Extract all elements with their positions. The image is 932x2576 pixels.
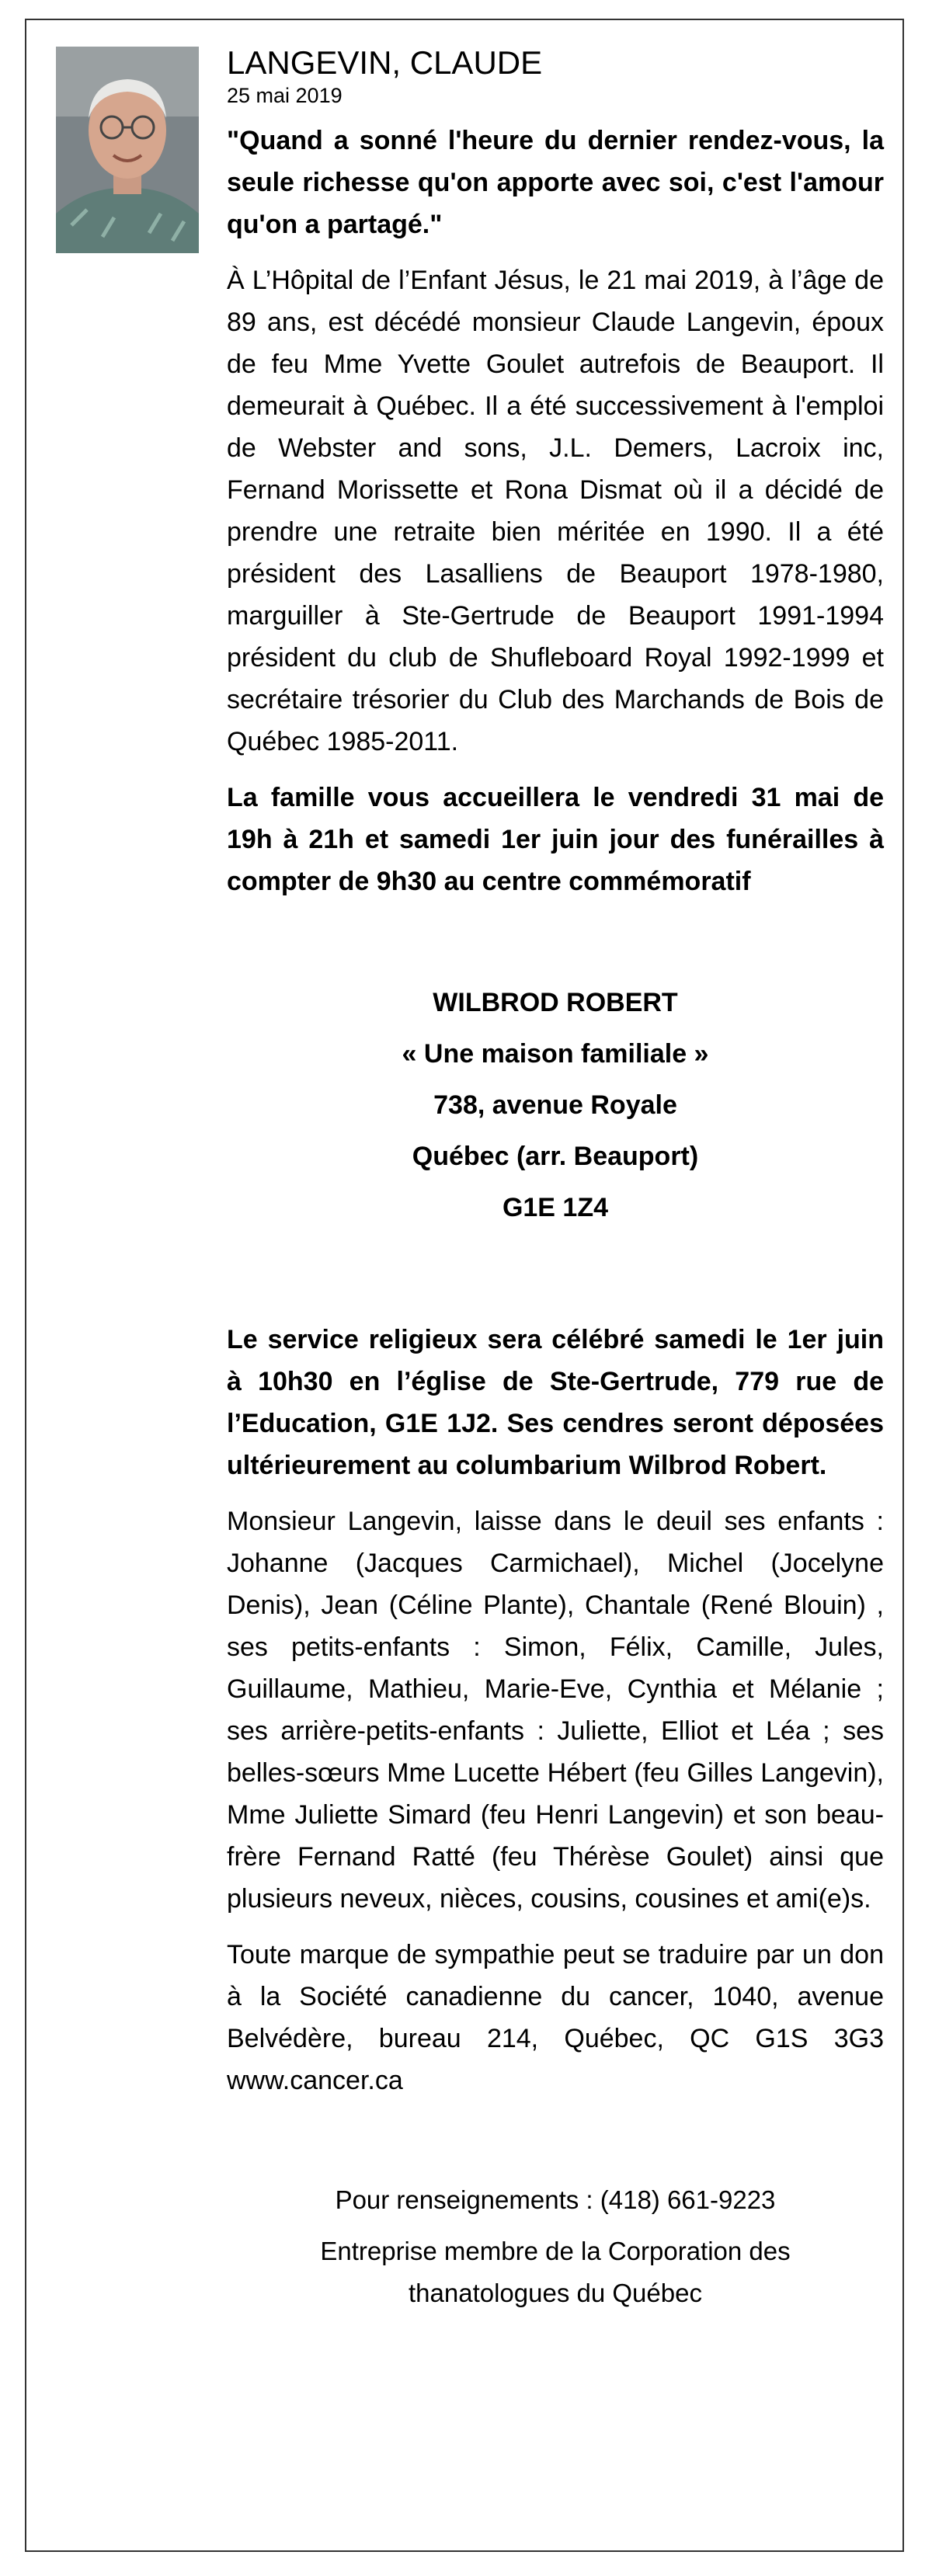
deceased-name: LANGEVIN, CLAUDE xyxy=(227,44,543,81)
funeral-home-street: 738, avenue Royale xyxy=(433,1090,677,1120)
membership-line-2: thanatologues du Québec xyxy=(409,2279,702,2307)
memorial-quote: "Quand a sonné l'heure du dernier rendez-vous, la seule richesse qu'on apporte avec soi, c'est l'amour qu'on a partagé." xyxy=(227,126,884,239)
visitation-details: La famille vous accueillera le vendredi 31 mai de 19h à 21h et samedi 1er juin jour des funérailles à compter de 9h30 au centre commémoratif xyxy=(227,783,884,896)
membership-line-1: Entreprise membre de la Corporation des xyxy=(320,2237,791,2265)
obituary-content xyxy=(227,43,884,2314)
funeral-home-city: Québec (arr. Beauport) xyxy=(412,1142,699,1171)
obituary-frame xyxy=(25,19,904,2552)
funeral-home-postal: G1E 1Z4 xyxy=(502,1193,609,1222)
funeral-home-tagline: « Une maison familiale » xyxy=(402,1039,709,1069)
notice-date: 25 mai 2019 xyxy=(227,84,343,107)
funeral-home-name: WILBROD ROBERT xyxy=(433,988,678,1017)
notice-footer xyxy=(227,2179,884,2314)
funeral-home-address xyxy=(227,977,884,1233)
religious-service: Le service religieux sera célébré samedi le 1er juin à 10h30 en l’église de Ste-Gertrude, 779 rue de l’Education, G1E 1J2. Ses cendres seront déposées ultérieurement au columbarium Wilbrod Robert. xyxy=(227,1325,884,1480)
portrait-icon xyxy=(56,47,199,253)
survivors-list: Monsieur Langevin, laisse dans le deuil ses enfants : Johanne (Jacques Carmichael), Michel (Jocelyne Denis), Jean (Céline Plante), Chantale (René Blouin) , ses petits-enfants : Simon, Félix, Camille, Jules, Guillaume, Mathieu, Marie-Eve, Cynthia et Mélanie ; ses arrière-petits-enfants : Juliette, Elliot et Léa ; ses belles-sœurs Mme Lucette Hébert (feu Gilles Langevin), Mme Juliette Simard (feu Henri Langevin) et son beau-frère Fernand Ratté (feu Thérèse Goulet) ainsi que plusieurs neveux, nièces, cousins, cousines et ami(e)s. xyxy=(227,1507,884,1914)
death-announcement: À L’Hôpital de l’Enfant Jésus, le 21 mai 2019, à l’âge de 89 ans, est décédé monsieur Claude Langevin, époux de feu Mme Yvette Goulet autrefois de Beauport. Il demeurait à Québec. Il a été successivement à l'emploi de Webster and sons, J.L. Demers, Lacroix inc, Fernand Morissette et Rona Dismat où il a décidé de prendre une retraite bien méritée en 1990. Il a été président des Lasalliens de Beauport 1978-1980, marguiller à Ste-Gertrude de Beauport 1991-1994 président du club de Shufleboard Royal 1992-1999 et secrétaire trésorier du Club des Marchands de Bois de Québec 1985-2011. xyxy=(227,266,884,756)
portrait-photo xyxy=(56,47,199,253)
donation-info: Toute marque de sympathie peut se traduire par un don à la Société canadienne du cancer, 1040, avenue Belvédère, bureau 214, Québec, QC G1S 3G3 www.cancer.ca xyxy=(227,1940,884,2095)
info-phone: Pour renseignements : (418) 661-9223 xyxy=(335,2185,776,2214)
